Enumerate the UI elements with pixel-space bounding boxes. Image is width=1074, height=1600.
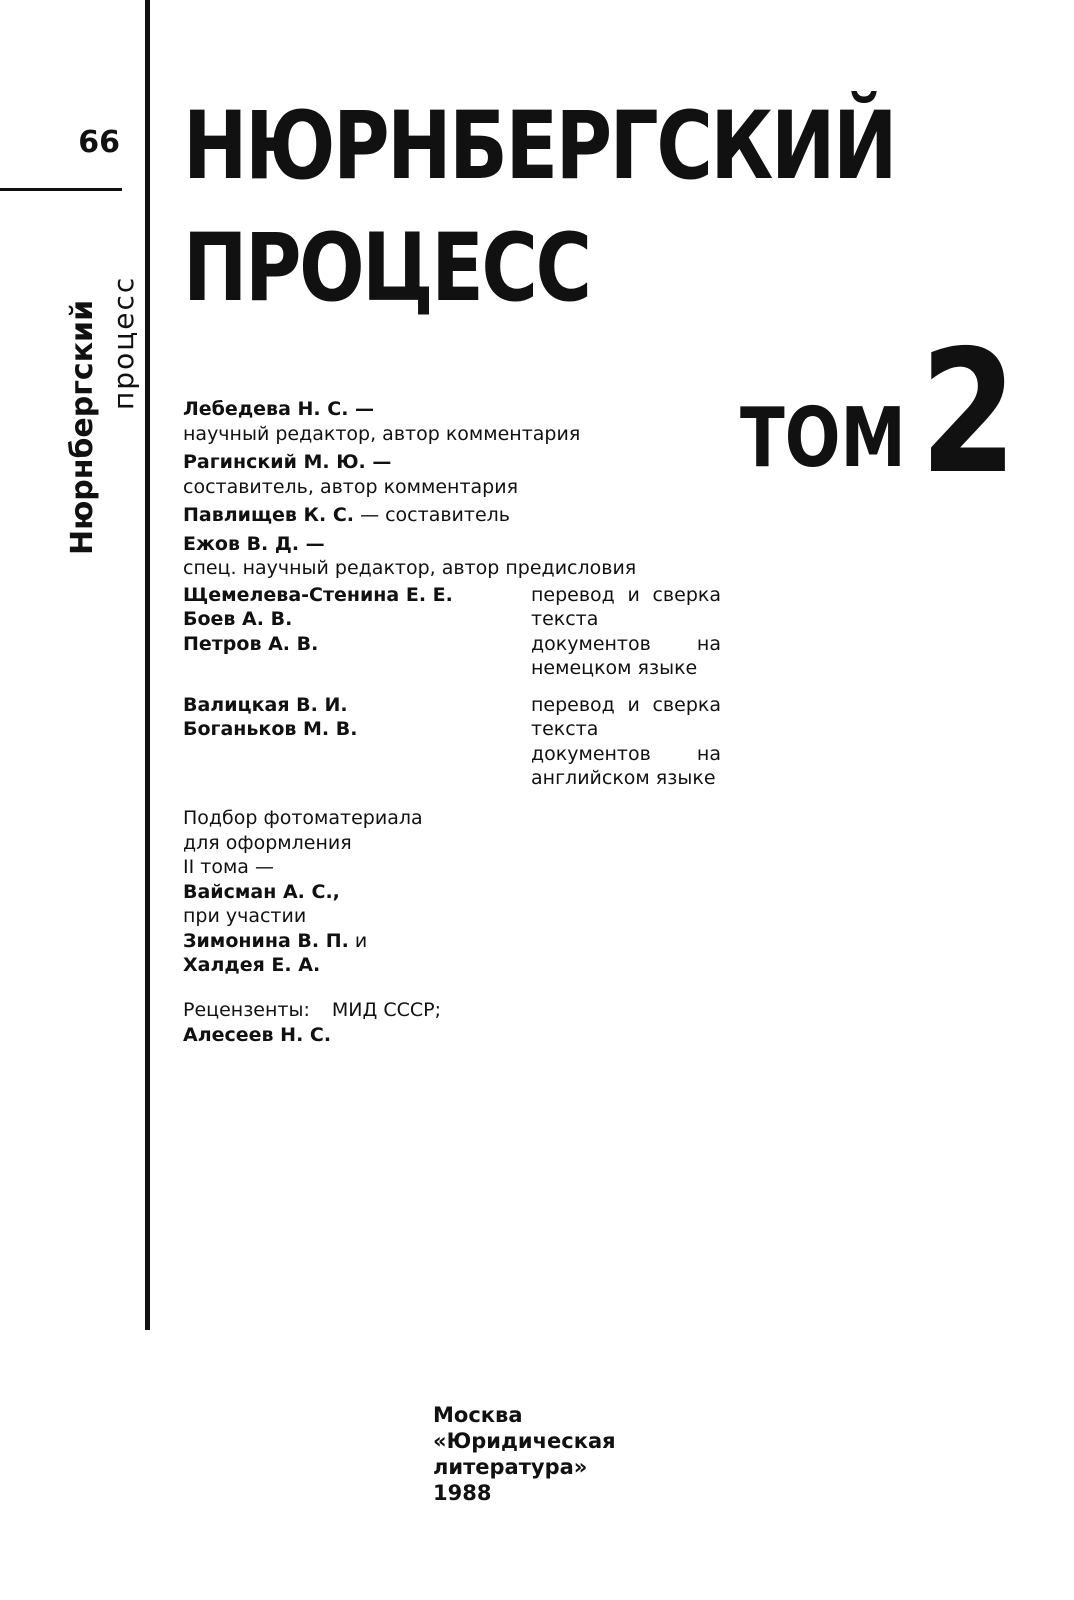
reviewers-org: МИД СССР; [331, 999, 442, 1021]
main-title-line2: ПРОЦЕСС [183, 214, 590, 323]
translator-name: Валицкая В. И. [183, 693, 348, 716]
credit-entry [183, 503, 743, 528]
credits-block [183, 397, 743, 791]
credit-name: Ежов В. Д. — [183, 532, 325, 555]
main-title-line1: НЮРНБЕРГСКИЙ [183, 92, 896, 201]
photo-name: Вайсман А. С., [183, 880, 340, 903]
imprint-city: Москва [433, 1403, 523, 1427]
spine-title-line2: процесс [107, 275, 140, 410]
spine-title-line1: Нюрнбергский [65, 299, 100, 555]
translator-group-german [183, 583, 743, 681]
photo-text: Подбор фотоматериала [183, 807, 423, 829]
credit-role: научный редактор, автор комментария [183, 422, 581, 445]
reviewer-name: Алесеев Н. С. [183, 1023, 332, 1046]
volume-number: 2 [920, 314, 1018, 512]
photo-name: Зимонина В. П. [183, 929, 349, 952]
photo-text: при участии [183, 905, 307, 927]
credit-name: Рагинский М. Ю. — [183, 451, 392, 473]
translator-role: перевод и сверка текста документов на английском языке [531, 693, 721, 789]
imprint-publisher: «Юридическая [433, 1429, 616, 1453]
credit-name: Лебедева Н. С. — [183, 398, 375, 420]
credit-name: Павлищев К. С. [183, 504, 355, 526]
photo-credits [183, 806, 603, 978]
translator-name: Петров А. В. [183, 632, 319, 655]
imprint-year: 1988 [433, 1481, 492, 1505]
volume-label: ТОМ [740, 391, 906, 486]
reviewers [183, 998, 603, 1047]
translator-name: Щемелева-Стенина Е. Е. [183, 583, 453, 606]
reviewers-label: Рецензенты: [183, 999, 310, 1021]
photo-name: Халдея Е. А. [183, 954, 321, 976]
translator-name: Боев А. В. [183, 608, 293, 630]
translator-role: перевод и сверка текста документов на немецком языке [531, 583, 721, 679]
credit-role: спец. научный редактор, автор предисловия [183, 557, 637, 579]
credit-role: — составитель [354, 504, 510, 526]
translator-group-english [183, 693, 743, 791]
photo-conjunction: и [348, 929, 368, 952]
photo-text: II тома — [183, 856, 274, 878]
translator-name: Боганьков М. В. [183, 718, 358, 740]
imprint [433, 1402, 616, 1506]
vertical-divider [145, 0, 150, 1330]
credit-role: составитель, автор комментария [183, 475, 519, 498]
photo-text: для оформления [183, 831, 352, 854]
imprint-publisher: литература» [433, 1455, 588, 1479]
series-rule [0, 188, 122, 191]
series-number: 66 [78, 125, 120, 160]
